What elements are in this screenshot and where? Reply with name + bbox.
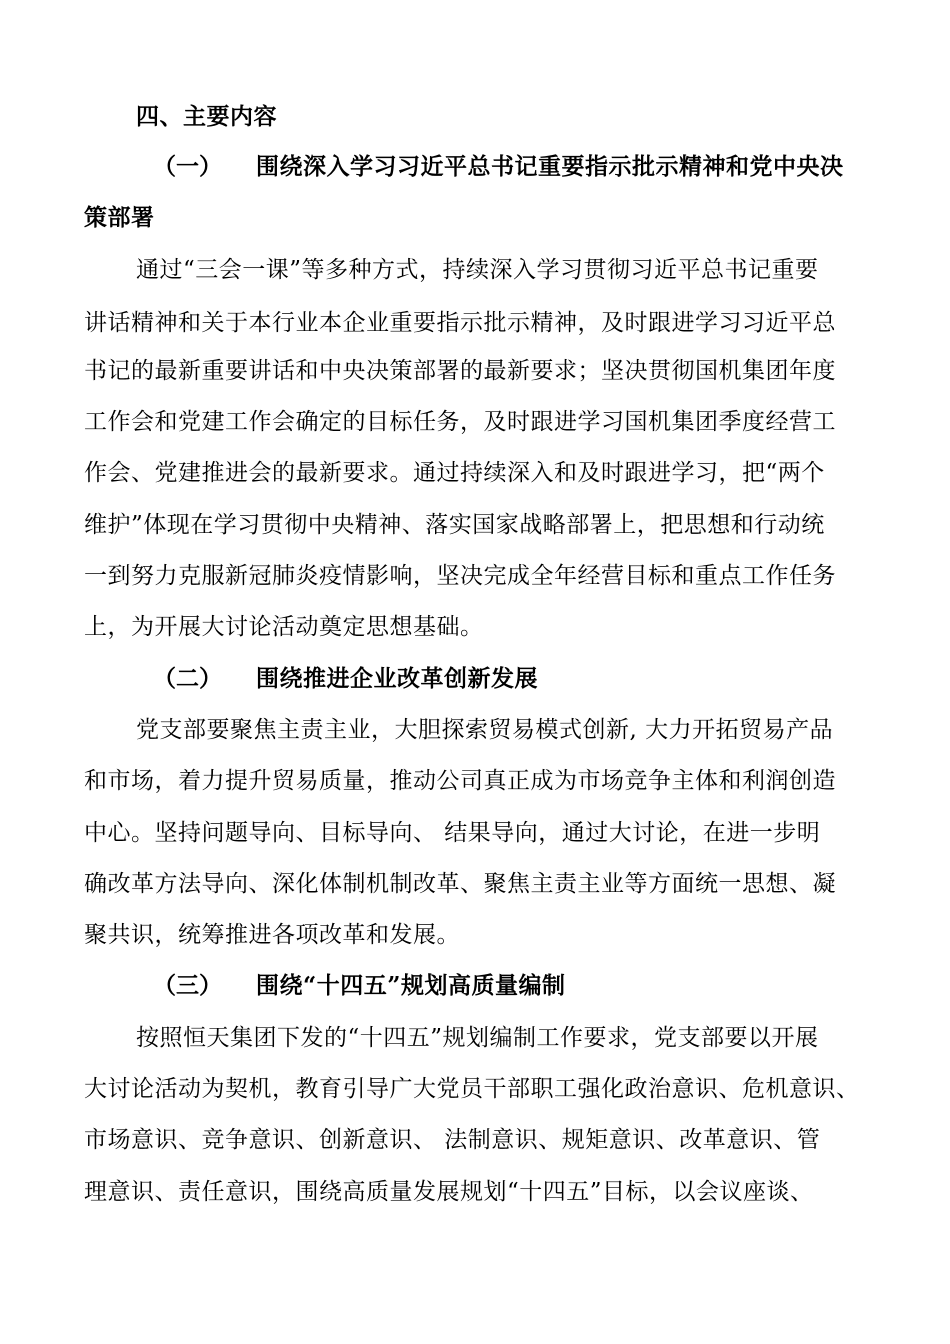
- section3-body-line: 大讨论活动为契机，教育引导广大党员干部职工强化政治意识、危机意识、: [84, 1076, 860, 1102]
- section1-body-line: 通过“三会一课”等多种方式，持续深入学习贯彻习近平总书记重要: [136, 257, 819, 283]
- section3-body-line: 市场意识、竞争意识、创新意识、 法制意识、规矩意识、改革意识、管: [84, 1127, 821, 1153]
- section2-body-line: 党支部要聚焦主责主业，大胆探索贸易模式创新, 大力开拓贸易产品: [136, 717, 834, 743]
- section2-number: （二）: [153, 665, 222, 692]
- section3-title: 围绕“十四五”规划高质量编制: [256, 972, 566, 999]
- section1-body-line: 一到努力克服新冠肺炎疫情影响，坚决完成全年经营目标和重点工作任务: [84, 563, 836, 589]
- section1-body-line: 作会、党建推进会的最新要求。通过持续深入和及时跟进学习，把“两个: [84, 460, 825, 486]
- section2-body-line: 确改革方法导向、深化体制机制改革、聚焦主责主业等方面统一思想、凝: [84, 871, 836, 897]
- section3-body-line: 按照恒天集团下发的“十四五”规划编制工作要求，党支部要以开展: [136, 1025, 819, 1051]
- section1-body-line: 上，为开展大讨论活动奠定思想基础。: [84, 614, 484, 640]
- section1-body-line: 书记的最新重要讲话和中央决策部署的最新要求；坚决贯彻国机集团年度: [84, 358, 836, 384]
- section-heading: 四、主要内容: [136, 103, 277, 130]
- section1-title-line1: 围绕深入学习习近平总书记重要指示批示精神和党中央决: [256, 153, 844, 180]
- section1-body-line: 维护”体现在学习贯彻中央精神、落实国家战略部署上，把思想和行动统: [84, 512, 825, 538]
- section2-body-line: 中心。坚持问题导向、目标导向、 结果导向，通过大讨论，在进一步明: [84, 820, 821, 846]
- section2-title: 围绕推进企业改革创新发展: [256, 665, 538, 692]
- section3-number: （三）: [153, 972, 222, 999]
- section2-body-line: 和市场，着力提升贸易质量，推动公司真正成为市场竞争主体和利润创造: [84, 768, 836, 794]
- section2-body-line: 聚共识，统筹推进各项改革和发展。: [84, 922, 460, 948]
- section1-body-line: 讲话精神和关于本行业本企业重要指示批示精神，及时跟进学习习近平总: [84, 310, 836, 336]
- section1-number: （一）: [153, 153, 222, 180]
- section1-title-line2: 策部署: [84, 204, 155, 231]
- section1-body-line: 工作会和党建工作会确定的目标任务，及时跟进学习国机集团季度经营工: [84, 409, 836, 435]
- section3-body-line: 理意识、责任意识，围绕高质量发展规划“十四五”目标，以会议座谈、: [84, 1179, 814, 1205]
